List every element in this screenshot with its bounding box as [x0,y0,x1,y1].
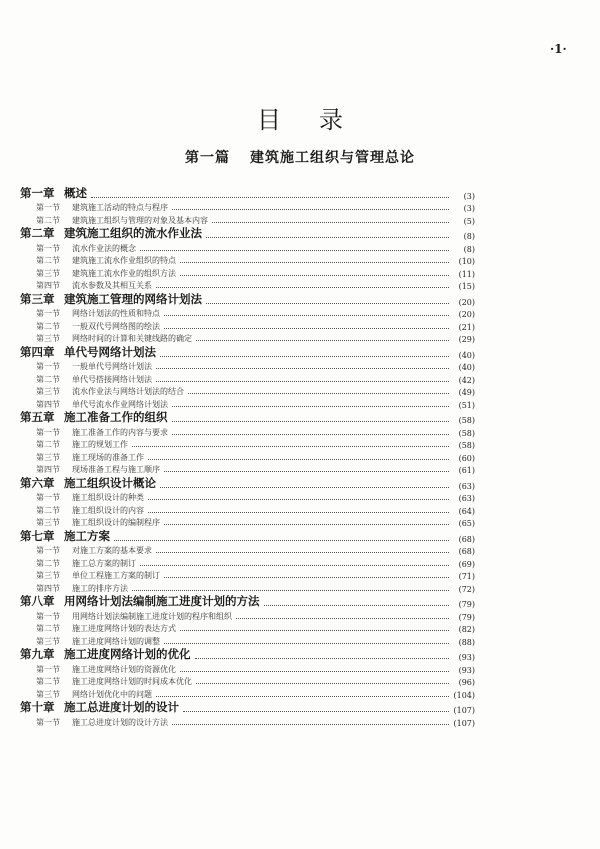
dot-leader [212,222,449,223]
dot-leader [236,618,449,619]
section-page: (107) [453,718,475,728]
chapter-page: (58) [458,416,475,425]
dot-leader [164,471,449,472]
toc-section-entry [20,372,475,385]
dot-leader [183,711,449,712]
chapter-page: (107) [453,706,475,715]
toc-section-entry [20,438,475,451]
section-number: 第三节 [36,636,60,646]
toc-section-entry [20,397,475,410]
page-title: 目录 [257,106,381,134]
dot-leader [164,643,449,644]
section-title: 施工进度网络计划的调整 [72,636,160,646]
dot-leader [148,499,449,500]
section-number: 第四节 [36,281,60,290]
toc-section-entry [20,544,475,557]
dot-leader [188,393,449,394]
chapter-page: (8) [463,232,475,241]
chapter-page: (79) [458,600,475,609]
section-number: 第四节 [36,399,60,409]
section-title: 施工进度网络计划的资源优化 [72,664,176,674]
dot-leader [206,303,449,304]
chapter-number: 第三章 [20,291,55,306]
toc-section-entry [20,609,475,622]
page-number: ·1· [550,42,567,56]
section-page: (42) [458,375,475,385]
toc-section-entry [20,319,475,332]
toc-section-entry [20,254,475,267]
chapter-page: (68) [458,534,475,544]
section-page: (68) [458,547,475,556]
dot-leader [195,658,450,659]
toc-section-entry [20,360,475,373]
dot-leader [206,237,449,238]
section-page: (10) [458,257,475,266]
dot-leader [172,406,449,407]
dot-leader [156,287,449,288]
section-number: 第二节 [36,321,60,331]
section-number: 第二节 [36,677,60,686]
chapter-page: (63) [458,481,475,491]
toc-chapter-entry [20,226,475,242]
section-number: 第一节 [36,203,60,212]
section-page: (63) [458,494,475,503]
section-page: (51) [458,400,475,410]
section-page: (3) [463,204,475,213]
section-title: 网络计划法的性质和特点 [72,309,160,318]
section-title: 流水作业法的概念 [72,243,136,253]
section-number: 第二节 [36,440,60,449]
chapter-title: 用网络计划法编制施工进度计划的方法 [64,594,260,608]
chapter-title: 概述 [64,185,87,200]
toc-section-entry [20,662,475,675]
section-number: 第二节 [36,215,60,225]
section-title: 对施工方案的基本要求 [72,546,152,555]
section-number: 第一节 [36,546,60,555]
chapter-number: 第六章 [20,475,55,490]
chapter-title: 建筑施工组织的流水作业法 [64,226,202,240]
dot-leader [132,590,449,591]
section-title: 施工组织设计的内容 [72,505,144,515]
chapter-title: 施工准备工作的组织 [64,410,168,424]
section-number: 第一节 [36,427,60,437]
section-page: (21) [458,322,475,332]
dot-leader [160,356,449,357]
chapter-number: 第七章 [20,528,55,543]
section-title: 单代号流水作业网络计划法 [72,399,168,409]
section-number: 第三节 [36,571,60,580]
toc-chapter-entry [20,410,475,426]
section-page: (5) [463,216,475,226]
dot-leader [140,250,449,251]
section-number: 第二节 [36,558,60,568]
toc-chapter-entry [20,700,475,716]
section-page: (15) [458,282,475,291]
dot-leader [148,459,449,460]
part-title: 建筑施工组织与管理总论 [250,150,415,166]
dot-leader [196,683,449,684]
toc-chapter-entry [20,344,475,360]
dot-leader [114,540,449,541]
dot-leader [180,275,449,276]
section-number: 第三节 [36,334,60,343]
section-number: 第三节 [36,452,60,462]
section-number: 第三节 [36,387,60,396]
section-page: (93) [458,665,475,675]
section-page: (69) [458,559,475,569]
chapter-number: 第八章 [20,594,55,608]
toc-section-entry [20,634,475,647]
toc-section-entry [20,491,475,504]
dot-leader [172,209,449,210]
toc-section-entry [20,425,475,438]
section-title: 施工的排序方法 [72,583,128,593]
dot-leader [164,315,449,316]
chapter-title: 施工总进度计划的设计 [64,700,179,714]
dot-leader [180,262,449,263]
section-title: 一般双代号网络图的绘法 [72,321,160,331]
section-number: 第四节 [36,583,60,593]
toc-section-entry [20,241,475,254]
section-number: 第一节 [36,309,60,318]
section-number: 第三节 [36,518,60,527]
chapter-title: 施工方案 [64,528,110,543]
section-number: 第二节 [36,374,60,384]
dot-leader [140,565,449,566]
toc-section-entry [20,450,475,463]
section-page: (88) [458,637,475,647]
section-page: (20) [458,310,475,319]
dot-leader [172,434,449,435]
chapter-title: 单代号网络计划法 [64,344,156,359]
toc-section-entry [20,201,475,214]
chapter-page: (40) [458,350,475,360]
section-title: 施工进度网络计划的时间成本优化 [72,677,192,686]
toc-section-entry [20,516,475,529]
section-title: 施工现场的准备工作 [72,452,144,462]
chapter-number: 第五章 [20,410,55,424]
section-number: 第三节 [36,689,60,699]
section-number: 第二节 [36,256,60,265]
section-page: (61) [458,466,475,475]
section-page: (60) [458,453,475,463]
toc-section-entry [20,687,475,700]
section-title: 建筑施工流水作业的组织方法 [72,268,176,278]
section-title: 建筑施工活动的特点与程序 [72,203,168,212]
chapter-number: 第二章 [20,226,55,240]
section-title: 网络时间的计算和关键线路的确定 [72,334,192,343]
dot-leader [156,368,449,369]
chapter-title: 施工组织设计概论 [64,475,156,490]
section-number: 第四节 [36,465,60,474]
section-number: 第一节 [36,243,60,253]
section-title: 建筑施工组织与管理的对象及基本内容 [72,215,208,225]
dot-leader [172,421,450,422]
toc-section-entry [20,569,475,582]
section-title: 施工准备工作的内容与要求 [72,427,168,437]
section-page: (71) [458,572,475,581]
dot-leader [156,552,449,553]
section-title: 单代号搭接网络计划法 [72,374,152,384]
toc-chapter-entry [20,594,475,610]
section-number: 第三节 [36,268,60,278]
dot-leader [148,512,449,513]
dot-leader [164,577,449,578]
dot-leader [156,381,449,382]
section-page: (58) [458,428,475,438]
dot-leader [180,630,449,631]
section-title: 施工组织设计的种类 [72,493,144,502]
section-number: 第一节 [36,493,60,502]
section-page: (29) [458,335,475,344]
section-title: 施工进度网络计划的表达方式 [72,624,176,633]
dot-leader [91,197,449,198]
section-page: (82) [458,625,475,634]
section-title: 一般单代号网络计划法 [72,362,152,371]
chapter-number: 第十章 [20,700,55,714]
section-number: 第一节 [36,611,60,621]
dot-leader [164,524,449,525]
section-page: (64) [458,506,475,516]
toc-section-entry [20,715,475,728]
section-page: (65) [458,519,475,528]
toc-section-entry [20,279,475,292]
section-title: 网络计划优化中的问题 [72,689,152,699]
toc-section-entry [20,675,475,688]
toc-section-entry [20,213,475,226]
table-of-contents [20,185,475,728]
dot-leader [180,671,449,672]
toc-section-entry [20,266,475,279]
dot-leader [164,328,449,329]
toc-section-entry [20,556,475,569]
chapter-title: 建筑施工管理的网络计划法 [64,291,202,306]
dot-leader [264,605,450,606]
section-title: 施工总方案的制订 [72,558,136,568]
dot-leader [160,487,449,488]
dot-leader [196,340,449,341]
section-number: 第二节 [36,505,60,515]
toc-chapter-entry [20,647,475,663]
section-title: 单位工程施工方案的制订 [72,571,160,580]
section-page: (11) [458,269,475,279]
toc-chapter-entry [20,185,475,201]
dot-leader [132,446,449,447]
toc-chapter-entry [20,528,475,544]
dot-leader [172,724,449,725]
part-heading [0,147,600,167]
chapter-page: (20) [458,297,475,307]
toc-section-entry [20,332,475,345]
toc-section-entry [20,385,475,398]
section-title: 用网络计划法编制施工进度计划的程序和组织 [72,611,232,621]
toc-chapter-entry [20,475,475,491]
toc-section-entry [20,307,475,320]
section-page: (104) [453,690,475,700]
toc-section-entry [20,503,475,516]
section-title: 建筑施工流水作业组织的特点 [72,256,176,265]
chapter-page: (93) [458,653,475,662]
section-title: 施工组织设计的编制程序 [72,518,160,527]
section-page: (40) [458,363,475,372]
section-number: 第一节 [36,717,60,727]
section-title: 流水参数及其相互关系 [72,281,152,290]
section-page: (79) [458,612,475,622]
section-page: (72) [458,584,475,594]
section-page: (96) [458,678,475,687]
section-number: 第一节 [36,664,60,674]
toc-section-entry [20,581,475,594]
section-number: 第二节 [36,624,60,633]
section-title: 施工总进度计划的设计方法 [72,717,168,727]
section-title: 施工的规划工作 [72,440,128,449]
section-title: 流水作业法与网络计划法的结合 [72,387,184,396]
section-page: (8) [463,244,475,254]
chapter-number: 第九章 [20,647,55,661]
section-title: 现场准备工程与施工顺序 [72,465,160,474]
toc-section-entry [20,622,475,635]
toc-chapter-entry [20,291,475,307]
toc-section-entry [20,463,475,476]
section-number: 第一节 [36,362,60,371]
chapter-number: 第四章 [20,344,55,359]
chapter-page: (3) [463,191,475,201]
section-page: (49) [458,388,475,397]
part-label: 第一篇 [185,150,230,166]
chapter-title: 施工进度网络计划的优化 [64,647,191,661]
dot-leader [156,696,449,697]
chapter-number: 第一章 [20,185,55,200]
section-page: (58) [458,441,475,450]
